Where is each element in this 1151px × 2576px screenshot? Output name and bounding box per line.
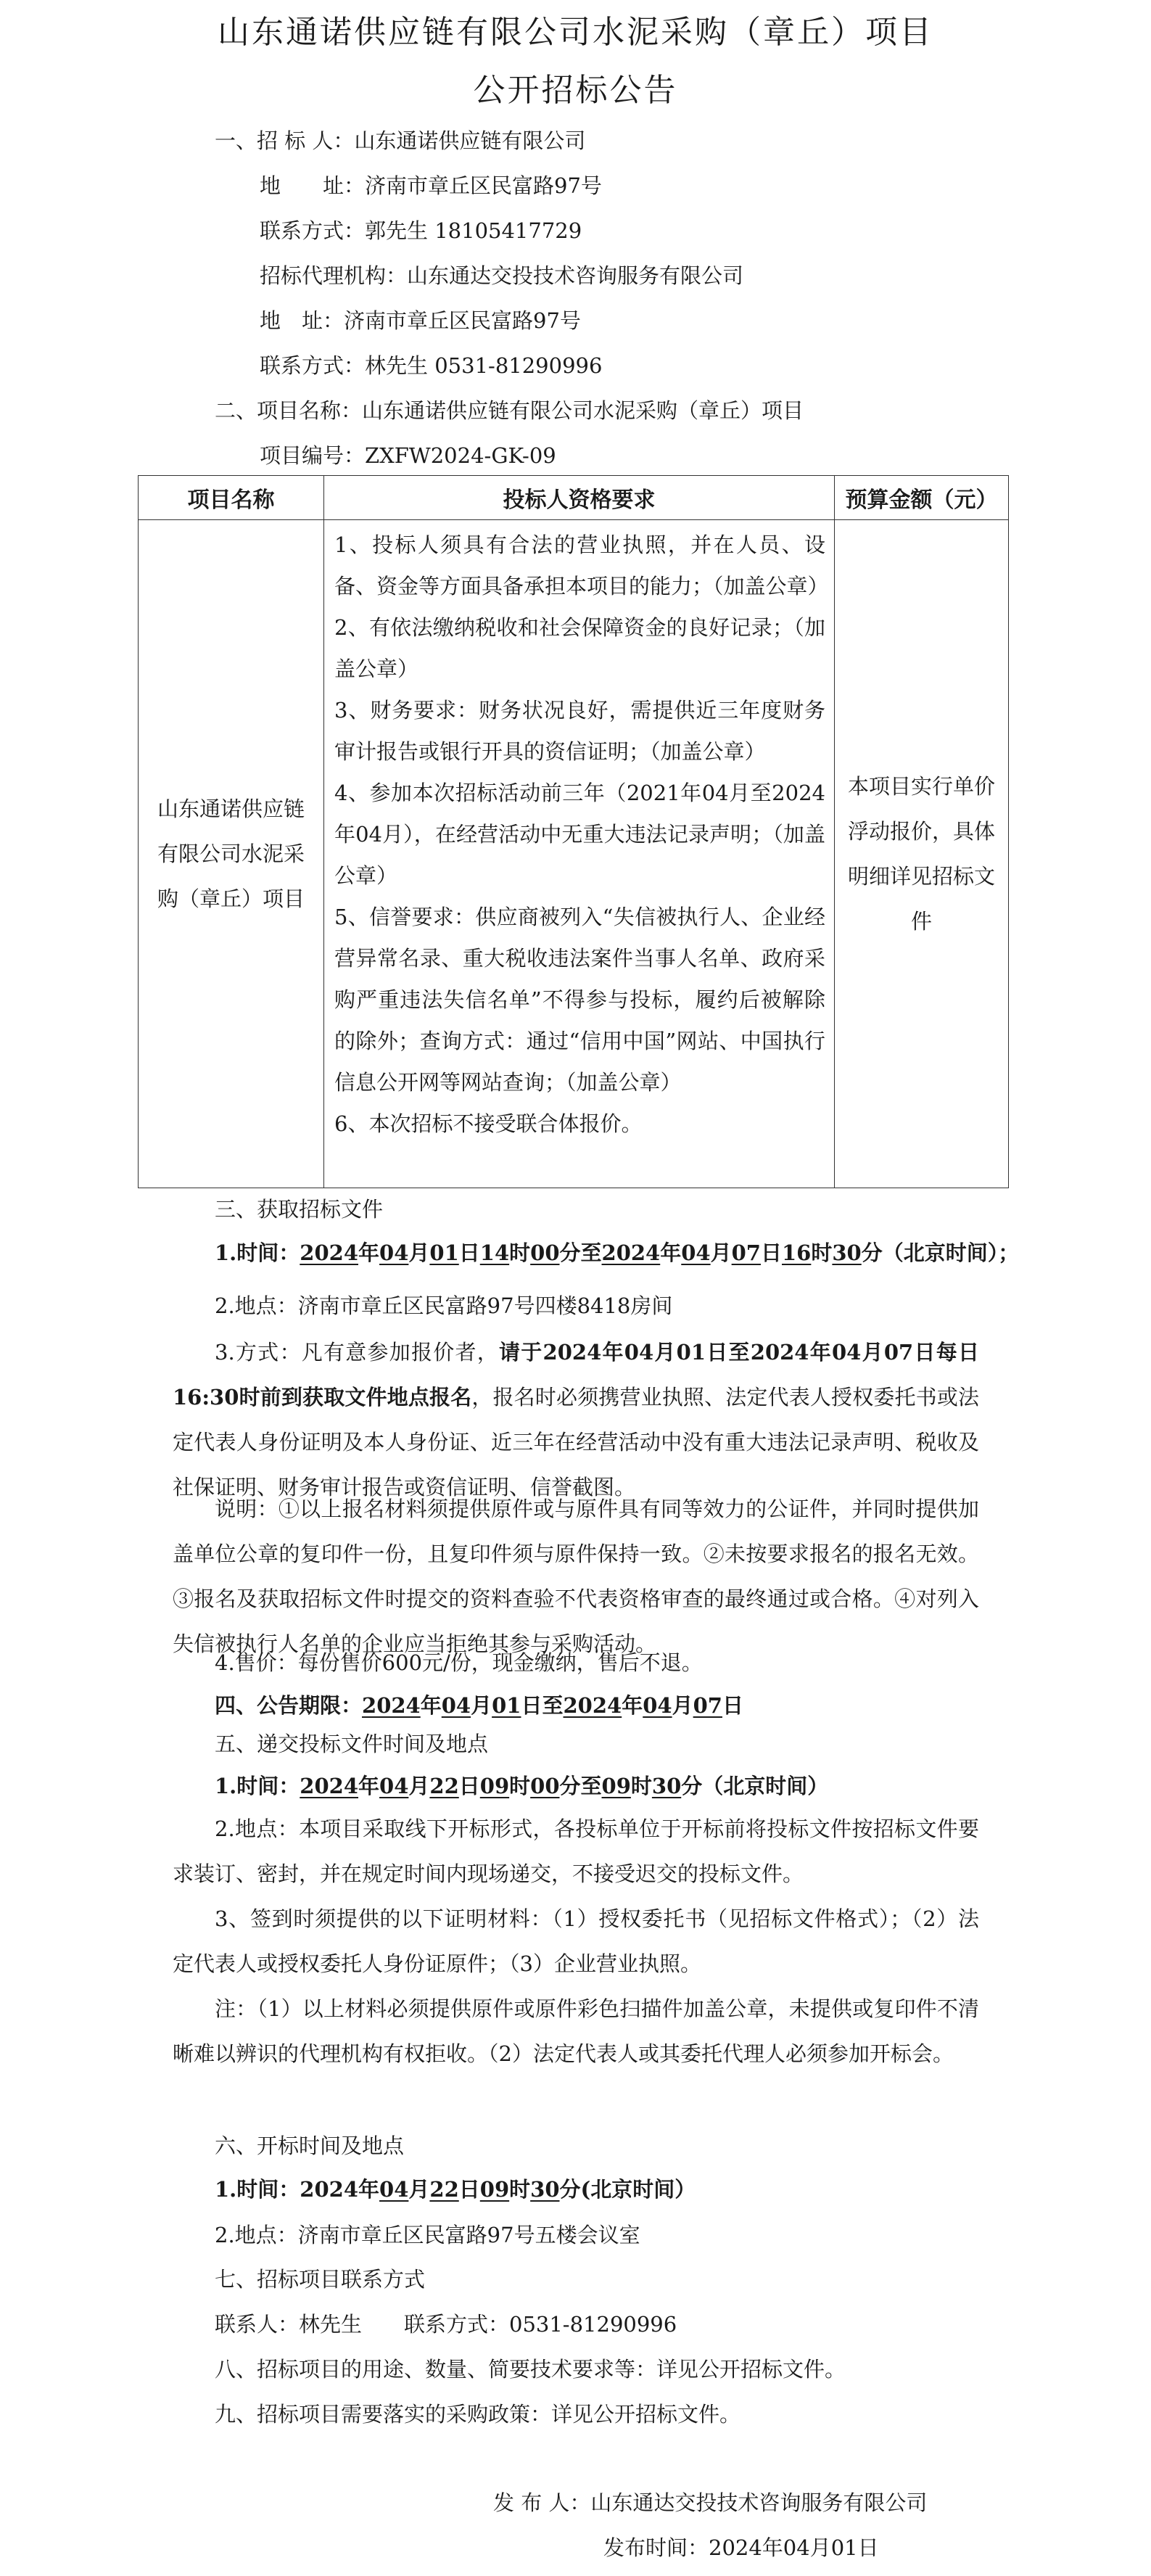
doc-method-intro: 3.方式：凡有意参加报价者， — [215, 1340, 500, 1365]
agent-contact: 联系方式：林先生 0531-81290996 — [260, 353, 603, 378]
open-hour: 09 — [479, 2177, 510, 2202]
table-header-row — [139, 476, 1009, 520]
doc-time-year2: 2024 — [601, 1240, 661, 1265]
doc-time-hour1: 14 — [479, 1240, 510, 1265]
page-title: 山东通诺供应链有限公司水泥采购（章丘）项目 — [218, 14, 933, 51]
submit-time-prefix: 1.时间： — [215, 1774, 300, 1798]
open-day: 22 — [429, 2177, 459, 2202]
requirement-item: 1、投标人须具有合法的营业执照，并在人员、设备、资金等方面具备承担本项目的能力；（加盖公章） — [334, 532, 829, 598]
submit-time: 1.时间：2024年04月22日09时00分至09时30分（北京时间） — [215, 1774, 829, 1798]
cell-budget: 本项目实行单价浮动报价，具体明细详见招标文件 — [835, 520, 1009, 1188]
notice-year1: 2024 — [362, 1693, 421, 1718]
project-contact: 联系人：林先生 联系方式：0531-81290996 — [215, 2312, 677, 2337]
open-time: 1.时间：2024年04月22日09时30分(北京时间） — [215, 2177, 696, 2202]
notice-period: 四、公告期限：2024年04月01日至2024年04月07日 — [215, 1693, 743, 1718]
agent-line: 招标代理机构：山东通达交投技术咨询服务有限公司 — [260, 263, 744, 288]
section7-heading: 七、招标项目联系方式 — [215, 2267, 426, 2292]
notice-month2: 04 — [643, 1693, 672, 1718]
publisher-line: 发 布 人：山东通达交投技术咨询服务有限公司 — [493, 2490, 928, 2515]
signin-note: 注：（1）以上材料必须提供原件或原件彩色扫描件加盖公章，未提供或复印件不清晰难以辨识的代理机构有权拒收。（2）法定代表人或其委托代理人必须参加开标会。 — [173, 1996, 979, 2066]
submit-minute1: 00 — [530, 1774, 560, 1798]
project-number-line: 项目编号：ZXFW2024-GK-09 — [260, 443, 556, 468]
open-minute: 30 — [530, 2177, 560, 2202]
signin-docs: 3、签到时须提供的以下证明材料：（1）授权委托书（见招标文件格式）；（2）法定代表人或授权委托人身份证原件；（3）企业营业执照。 — [173, 1906, 979, 1976]
doc-time-month2: 04 — [681, 1240, 711, 1265]
requirement-item: 3、财务要求：财务状况良好，需提供近三年度财务审计报告或银行开具的资信证明；（加盖公章） — [334, 698, 825, 764]
cell-project-name: 山东通诺供应链有限公司水泥采购（章丘）项目 — [139, 520, 324, 1188]
header-project-name: 项目名称 — [139, 476, 324, 520]
doc-place: 2.地点：济南市章丘区民富路97号四楼8418房间 — [215, 1293, 673, 1318]
notice-month1: 04 — [441, 1693, 471, 1718]
doc-price: 4.售价：每份售价600元/份，现金缴纳，售后不退。 — [215, 1650, 703, 1675]
agent-address: 地 址：济南市章丘区民富路97号 — [260, 308, 581, 333]
submit-year: 2024 — [300, 1774, 358, 1798]
open-year: 2024 — [300, 2177, 358, 2202]
doc-time-year1: 2024 — [300, 1240, 358, 1265]
submit-hour2: 09 — [601, 1774, 631, 1798]
table-row — [139, 520, 1009, 1188]
publish-date-line: 发布时间：2024年04月01日 — [603, 2535, 879, 2560]
notice-day2: 07 — [693, 1693, 722, 1718]
doc-method-deadline: 请于2024年04月01日至2024年04月07日每日16:30时前到获取文件地点报名 — [173, 1340, 980, 1410]
header-budget: 预算金额（元） — [835, 476, 1009, 520]
open-month: 04 — [379, 2177, 409, 2202]
notice-day1: 01 — [492, 1693, 521, 1718]
submit-month: 04 — [379, 1774, 409, 1798]
notice-year2: 2024 — [563, 1693, 622, 1718]
doc-time-month1: 04 — [379, 1240, 409, 1265]
cell-requirements — [324, 520, 835, 1188]
requirement-item: 5、信誉要求：供应商被列入“失信被执行人、企业经营异常名录、重大税收违法案件当事人名单、政府采购严重违法失信名单”不得参与投标，履约后被解除的除外；查询方式：通过“信用中国”网站、中国执行信息公开网等网站查询；（加盖公章） — [334, 905, 825, 1095]
open-place: 2.地点：济南市章丘区民富路97号五楼会议室 — [215, 2223, 640, 2247]
doc-time-hour2: 16 — [782, 1240, 812, 1265]
project-name-line: 二、项目名称：山东通诺供应链有限公司水泥采购（章丘）项目 — [215, 398, 804, 423]
doc-time-prefix: 1.时间： — [215, 1240, 300, 1265]
doc-time-line: 1.时间：2024年04月01日14时00分至2024年04月07日16时30分（北京时间）； — [215, 1240, 1020, 1265]
doc-time-minute2: 30 — [832, 1240, 862, 1265]
page-subtitle: 公开招标公告 — [473, 72, 678, 109]
requirement-item: 2、有依法缴纳税收和社会保障资金的良好记录；（加盖公章） — [334, 615, 825, 681]
section9-line: 九、招标项目需要落实的采购政策：详见公开招标文件。 — [215, 2402, 741, 2427]
doc-time-day2: 07 — [731, 1240, 761, 1265]
section5-heading: 五、递交投标文件时间及地点 — [215, 1732, 489, 1756]
submit-day: 22 — [429, 1774, 459, 1798]
section8-line: 八、招标项目的用途、数量、简要技术要求等：详见公开招标文件。 — [215, 2357, 846, 2382]
submit-place: 2.地点：本项目采取线下开标形式，各投标单位于开标前将投标文件按招标文件要求装订、密封，并在规定时间内现场递交，不接受迟交的投标文件。 — [173, 1816, 979, 1886]
doc-method-materials: ，报名时必须携营业执照、法定代表人授权委托书或法定代表人身份证明及本人身份证、近三年在经营活动中没有重大违法记录声明、税收及社保证明、财务审计报告或资信证明、信誉截图。 — [173, 1385, 979, 1499]
requirement-item: 4、参加本次招标活动前三年（2021年04月至2024年04月），在经营活动中无重大违法记录声明；（加盖公章） — [334, 781, 825, 888]
open-time-prefix: 1.时间： — [215, 2177, 300, 2202]
submit-minute2: 30 — [651, 1774, 682, 1798]
header-requirements: 投标人资格要求 — [324, 476, 835, 520]
notice-period-prefix: 四、公告期限： — [215, 1693, 363, 1718]
tenderer-address: 地 址：济南市章丘区民富路97号 — [260, 173, 602, 198]
requirements-table — [138, 475, 1009, 1188]
submit-time-suffix: （北京时间） — [702, 1774, 829, 1798]
tenderer-line: 一、招 标 人：山东通诺供应链有限公司 — [215, 128, 586, 153]
section6-heading: 六、开标时间及地点 — [215, 2133, 405, 2158]
section3-heading: 三、获取招标文件 — [215, 1197, 384, 1222]
doc-time-day1: 01 — [429, 1240, 459, 1265]
doc-method — [173, 1330, 979, 1510]
open-time-suffix: (北京时间） — [580, 2177, 696, 2202]
doc-time-minute1: 00 — [530, 1240, 560, 1265]
requirement-item: 6、本次招标不接受联合体报价。 — [334, 1111, 643, 1136]
tenderer-contact: 联系方式：郭先生 18105417729 — [260, 218, 582, 243]
doc-note: 说明：①以上报名材料须提供原件或与原件具有同等效力的公证件，并同时提供加盖单位公章的复印件一份，且复印件须与原件保持一致。②未按要求报名的报名无效。③报名及获取招标文件时提交的资料查验不代表资格审查的最终通过或合格。④对列入失信被执行人名单的企业应当拒绝其参与采购活动。 — [173, 1497, 979, 1656]
doc-time-suffix: （北京时间）； — [882, 1240, 1020, 1265]
submit-hour1: 09 — [479, 1774, 510, 1798]
